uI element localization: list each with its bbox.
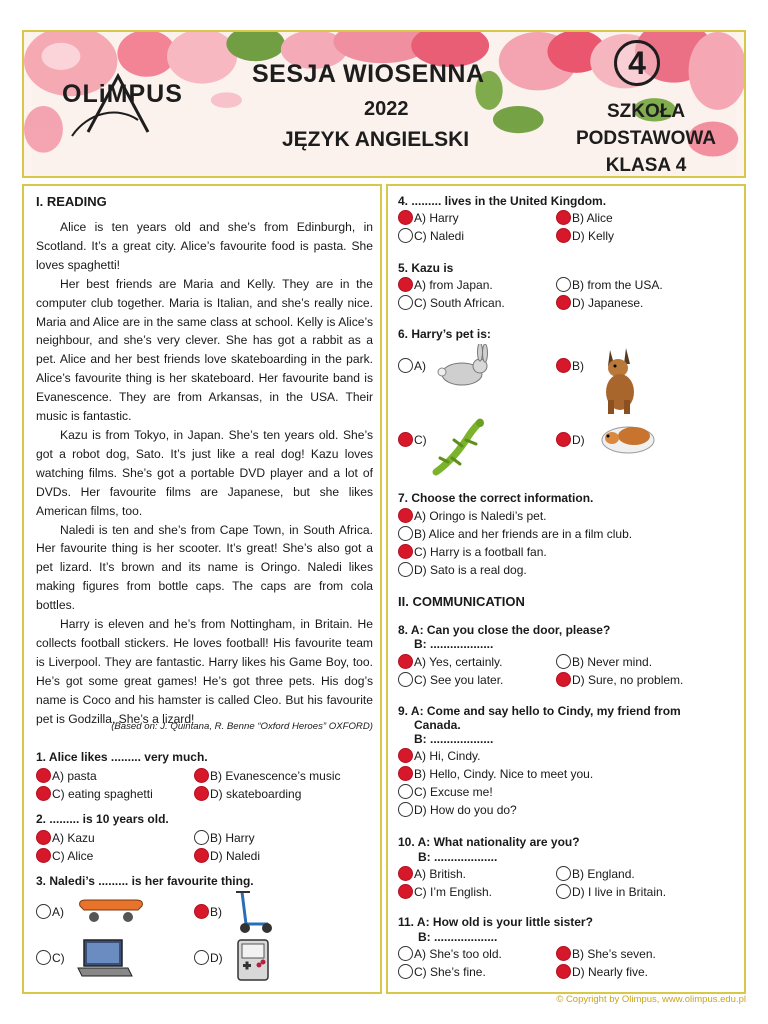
q8-option-a[interactable]: A) Yes, certainly. — [398, 654, 503, 669]
radio-empty-icon[interactable] — [398, 964, 413, 979]
q5-option-c[interactable]: C) South African. — [398, 295, 505, 310]
q11-answer-line: B: ................... — [418, 930, 498, 944]
radio-selected-icon[interactable] — [36, 830, 51, 845]
q10-option-a[interactable]: A) British. — [398, 866, 466, 881]
copyright-footer: © Copyright by Olimpus, www.olimpus.edu.pl — [556, 994, 746, 1005]
q6-option-c[interactable]: C) — [398, 432, 427, 447]
q10-option-d[interactable]: D) I live in Britain. — [556, 884, 666, 899]
q10-answer-line: B: ................... — [418, 850, 498, 864]
scooter-icon — [232, 888, 274, 934]
question-2: 2. ......... is 10 years old. — [36, 812, 169, 826]
radio-selected-icon[interactable] — [556, 358, 571, 373]
radio-selected-icon[interactable] — [194, 848, 209, 863]
q6-option-d[interactable]: D) — [556, 432, 585, 447]
radio-selected-icon[interactable] — [556, 964, 571, 979]
q11-option-a[interactable]: A) She’s too old. — [398, 946, 502, 961]
radio-selected-icon[interactable] — [398, 432, 413, 447]
radio-empty-icon[interactable] — [398, 526, 413, 541]
radio-selected-icon[interactable] — [194, 786, 209, 801]
rabbit-icon — [436, 344, 494, 388]
q9-option-b[interactable]: B) Hello, Cindy. Nice to meet you. — [398, 766, 593, 781]
school-line-2: PODSTAWOWA — [575, 128, 717, 149]
session-title: SESJA WIOSENNA — [252, 60, 485, 88]
radio-selected-icon[interactable] — [398, 866, 413, 881]
q2-option-c[interactable]: C) Alice — [36, 848, 93, 863]
paragraph: Naledi is ten and she’s from Cape Town, in South Africa. Her favourite thing is her scooter. It’s great! She’s also got a pet lizard. It’s brown and its name is Oringo. Naledi likes making figures from bottle caps. The caps are from cola bottles. — [36, 522, 373, 613]
q2-option-b[interactable]: B) Harry — [194, 830, 255, 845]
q1-option-d[interactable]: D) skateboarding — [194, 786, 301, 801]
question-4: 4. ......... lives in the United Kingdom. — [398, 194, 607, 208]
radio-selected-icon[interactable] — [556, 228, 571, 243]
radio-empty-icon[interactable] — [398, 228, 413, 243]
radio-selected-icon[interactable] — [398, 277, 413, 292]
radio-empty-icon[interactable] — [556, 866, 571, 881]
radio-selected-icon[interactable] — [398, 508, 413, 523]
subject-title: JĘZYK ANGIELSKI — [282, 128, 470, 151]
q9-option-a[interactable]: A) Hi, Cindy. — [398, 748, 480, 763]
radio-empty-icon[interactable] — [398, 672, 413, 687]
radio-selected-icon[interactable] — [36, 768, 51, 783]
radio-selected-icon[interactable] — [398, 210, 413, 225]
radio-empty-icon[interactable] — [556, 884, 571, 899]
radio-empty-icon[interactable] — [194, 830, 209, 845]
q4-option-d[interactable]: D) Kelly — [556, 228, 614, 243]
q6-option-b[interactable]: B) — [556, 358, 584, 373]
q11-option-d[interactable]: D) Nearly five. — [556, 964, 648, 979]
radio-empty-icon[interactable] — [556, 654, 571, 669]
radio-selected-icon[interactable] — [556, 295, 571, 310]
radio-selected-icon[interactable] — [398, 544, 413, 559]
q3-option-b[interactable]: B) — [194, 904, 222, 919]
source-citation: (Based on: J. Quintana, R. Benne “Oxford Heroes” OXFORD) — [111, 721, 373, 732]
q3-option-c[interactable]: C) — [36, 950, 65, 965]
question-9: 9. A: Come and say hello to Cindy, my friend from — [398, 704, 681, 718]
q5-option-a[interactable]: A) from Japan. — [398, 277, 493, 292]
radio-selected-icon[interactable] — [36, 786, 51, 801]
paragraph: Alice is ten years old and she’s from Edinburgh, in Scotland. It’s a great city. Alice’s favourite food is pasta. She loves spaghetti! — [36, 220, 373, 272]
q7-option-a[interactable]: A) Oringo is Naledi’s pet. — [398, 508, 547, 523]
radio-empty-icon[interactable] — [398, 946, 413, 961]
lizard-icon — [432, 418, 488, 476]
left-column — [22, 184, 382, 994]
radio-selected-icon[interactable] — [556, 946, 571, 961]
q1-option-a[interactable]: A) pasta — [36, 768, 97, 783]
radio-selected-icon[interactable] — [398, 766, 413, 781]
q6-option-a[interactable]: A) — [398, 358, 426, 373]
radio-selected-icon[interactable] — [398, 884, 413, 899]
radio-empty-icon[interactable] — [36, 950, 51, 965]
radio-empty-icon[interactable] — [398, 562, 413, 577]
q9-option-c[interactable]: C) Excuse me! — [398, 784, 493, 799]
question-7: 7. Choose the correct information. — [398, 491, 594, 505]
q3-option-a[interactable]: A) — [36, 904, 64, 919]
radio-selected-icon[interactable] — [194, 768, 209, 783]
question-5: 5. Kazu is — [398, 261, 454, 275]
q8-option-d[interactable]: D) Sure, no problem. — [556, 672, 683, 687]
q1-option-c[interactable]: C) eating spaghetti — [36, 786, 153, 801]
radio-empty-icon[interactable] — [398, 295, 413, 310]
skateboard-icon — [76, 892, 146, 926]
q5-option-d[interactable]: D) Japanese. — [556, 295, 643, 310]
q4-option-b[interactable]: B) Alice — [556, 210, 613, 225]
radio-empty-icon[interactable] — [398, 802, 413, 817]
q10-option-b[interactable]: B) England. — [556, 866, 635, 881]
q9-answer-line: B: ................... — [414, 732, 494, 746]
q2-option-a[interactable]: A) Kazu — [36, 830, 95, 845]
q7-option-c[interactable]: C) Harry is a football fan. — [398, 544, 547, 559]
question-8: 8. A: Can you close the door, please? — [398, 623, 611, 637]
q5-option-b[interactable]: B) from the USA. — [556, 277, 663, 292]
paragraph: Kazu is from Tokyo, in Japan. She’s ten years old. She’s got a robot dog, Sato. It’s just like a real dog! Kazu loves watching films. She’s got a portable DVD player and a lot of DVDs. Her favourite films are Japanese, but she likes American films, too. — [36, 427, 373, 518]
right-column — [386, 184, 746, 994]
radio-empty-icon[interactable] — [398, 784, 413, 799]
radio-selected-icon[interactable] — [556, 432, 571, 447]
radio-selected-icon[interactable] — [398, 654, 413, 669]
radio-selected-icon[interactable] — [398, 748, 413, 763]
question-10: 10. A: What nationality are you? — [398, 835, 580, 849]
q8-option-b[interactable]: B) Never mind. — [556, 654, 652, 669]
radio-selected-icon[interactable] — [556, 672, 571, 687]
q11-option-c[interactable]: C) She’s fine. — [398, 964, 486, 979]
question-11: 11. A: How old is your little sister? — [398, 915, 593, 929]
q2-option-d[interactable]: D) Naledi — [194, 848, 260, 863]
reading-text — [36, 218, 373, 728]
question-1: 1. Alice likes ......... very much. — [36, 750, 208, 764]
radio-selected-icon[interactable] — [36, 848, 51, 863]
q4-option-c[interactable]: C) Naledi — [398, 228, 464, 243]
radio-empty-icon[interactable] — [556, 277, 571, 292]
q1-option-b[interactable]: B) Evanescence’s music — [194, 768, 341, 783]
school-line-1: SZKOŁA — [606, 101, 686, 122]
hamster-icon — [598, 422, 660, 456]
logo-text: OLiMPUS — [62, 80, 183, 108]
q3-option-d[interactable]: D) — [194, 950, 223, 965]
radio-empty-icon[interactable] — [398, 358, 413, 373]
q7-option-d[interactable]: D) Sato is a real dog. — [398, 562, 527, 577]
level-number-badge: 4 — [614, 40, 660, 86]
question-3: 3. Naledi’s ......... is her favourite thing. — [36, 874, 254, 888]
communication-heading: II. COMMUNICATION — [398, 594, 525, 609]
radio-selected-icon[interactable] — [194, 904, 209, 919]
dog-icon — [598, 344, 646, 416]
reading-heading: I. READING — [36, 194, 107, 209]
paragraph: Harry is eleven and he’s from Nottingham, in Britain. He collects football stickers. He loves football! His favourite team is Liverpool. They are fantastic. Harry likes his Game Boy, too. He’s got some great games! He’s got three pets. His dog’s name is Coco and his hamster is called Cleo. But his favourite pet is Godzilla. She’s a lizard! — [36, 617, 373, 726]
header-banner — [22, 30, 746, 178]
radio-empty-icon[interactable] — [194, 950, 209, 965]
q8-answer-line: B: ................... — [414, 637, 494, 651]
q9-option-d[interactable]: D) How do you do? — [398, 802, 517, 817]
session-year: 2022 — [364, 98, 409, 120]
radio-empty-icon[interactable] — [36, 904, 51, 919]
question-6: 6. Harry’s pet is: — [398, 327, 491, 341]
school-level — [566, 98, 726, 178]
laptop-icon — [76, 938, 134, 978]
q10-option-c[interactable]: C) I’m English. — [398, 884, 492, 899]
school-line-3: KLASA 4 — [605, 155, 687, 176]
radio-selected-icon[interactable] — [556, 210, 571, 225]
paragraph: Her best friends are Maria and Kelly. They are in the computer club together. Maria is Italian, and she’s really nice. Maria and Alice are in the same class at school. Kelly is Alice’s neighbour, and she’s very clever. She has got a rabbit as a pet. Alice and her best friends love skateboarding in the park. Alice’s favourite thing is her skateboard. Her favourite band is Evanescence. They are from Arkansas, in the USA. Their music is fantastic. — [36, 276, 373, 424]
question-9-cont: Canada. — [414, 718, 461, 732]
q4-option-a[interactable]: A) Harry — [398, 210, 459, 225]
game-boy-icon — [236, 938, 270, 982]
q11-option-b[interactable]: B) She’s seven. — [556, 946, 656, 961]
q8-option-c[interactable]: C) See you later. — [398, 672, 503, 687]
q7-option-b[interactable]: B) Alice and her friends are in a film club. — [398, 526, 632, 541]
